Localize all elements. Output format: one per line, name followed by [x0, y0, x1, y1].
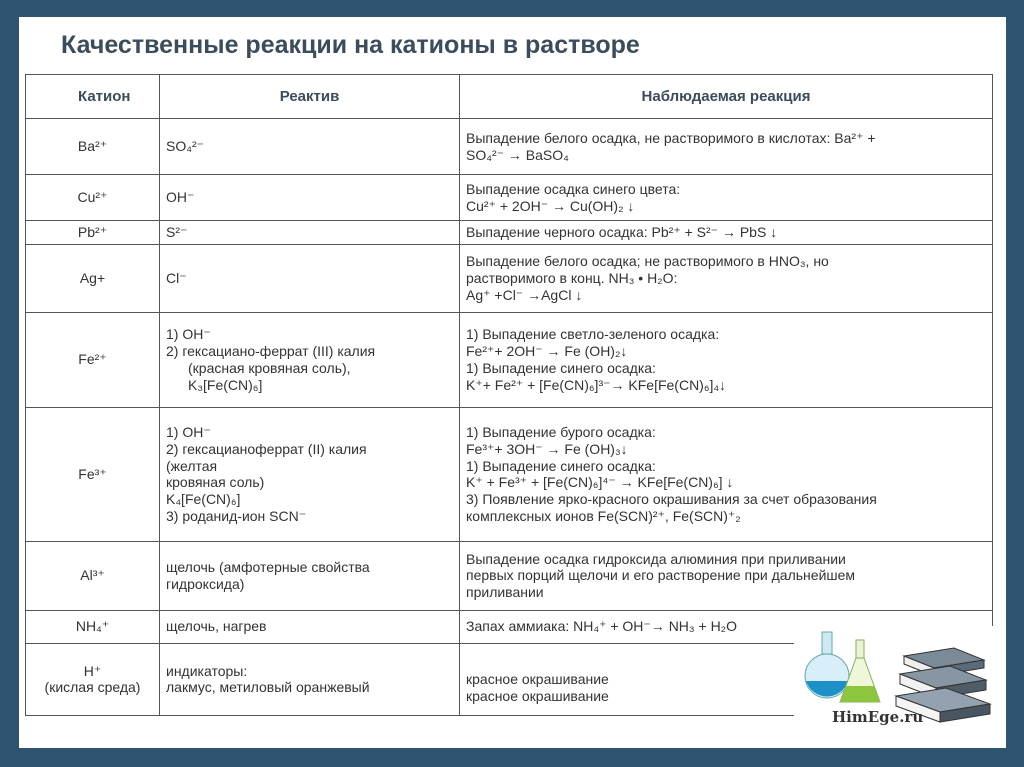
- reagent-line: K₄[Fe(CN)₆]: [166, 491, 241, 508]
- reagent-line: (желтая: [166, 457, 218, 474]
- cation-cell: [26, 541, 160, 610]
- reaction-line: SO₄²⁻ → BaSO₄: [466, 146, 569, 163]
- reaction-line: Fe³⁺+ 3OH⁻ → Fe (OH)₃↓: [466, 440, 628, 457]
- reagent-line: 1) OH⁻: [166, 326, 211, 343]
- cation-cell: [26, 643, 160, 715]
- cation-cell: [26, 221, 160, 245]
- reaction-line: приливании: [466, 584, 544, 601]
- reaction-line: первых порций щелочи и его растворение при дальнейшем: [466, 567, 856, 584]
- reaction-line: 1) Выпадение синего осадка:: [466, 359, 656, 376]
- reagent-line: кровяная соль): [166, 474, 265, 491]
- reaction-cell: [460, 312, 993, 407]
- reagent-line: 2) гексациано-феррат (III) калия: [166, 343, 376, 359]
- reaction-line: Выпадение осадка гидроксида алюминия при приливании: [466, 550, 846, 567]
- reaction-line: 3) Появление ярко-красного окрашивания за счет образования: [466, 491, 877, 508]
- table-row: [26, 244, 993, 312]
- reaction-line: K⁺+ Fe²⁺ + [Fe(CN)₆]³⁻→ KFe[Fe(CN)₆]₄↓: [466, 376, 727, 393]
- reaction-cell: [460, 221, 993, 245]
- header-reaction: Наблюдаемая реакция: [460, 75, 993, 119]
- reagent-cell: [160, 119, 460, 175]
- cation-line: Pb²⁺: [77, 224, 108, 240]
- cation-cell: [26, 244, 160, 312]
- reaction-cell: [460, 175, 993, 221]
- reaction-line: Запах аммиака: NH₄⁺ + OH⁻→ NH₃ + H₂O: [466, 618, 738, 635]
- reagent-line: гидроксида): [166, 575, 245, 592]
- reagent-cell: [160, 610, 460, 643]
- cation-line: NH₄⁺: [75, 618, 110, 635]
- reagent-cell: [160, 244, 460, 312]
- reagent-line: щелочь, нагрев: [166, 618, 267, 635]
- table-row: [26, 541, 993, 610]
- reaction-line: Выпадение белого осадка; не растворимого в HNO₃, но: [466, 253, 829, 270]
- cation-line: Fe²⁺: [78, 351, 107, 368]
- cation-reactions-table: [25, 74, 993, 716]
- cation-line: Ag+: [79, 269, 106, 286]
- reaction-line: красное окрашивание: [466, 670, 609, 687]
- reaction-line: Cu²⁺ + 2OH⁻ → Cu(OH)₂ ↓: [466, 197, 635, 214]
- reaction-line: Выпадение белого осадка, не растворимого в кислотах: Ba²⁺ +: [466, 129, 876, 146]
- table-row: [26, 119, 993, 175]
- reagent-line: OH⁻: [166, 189, 195, 206]
- table-row: [26, 407, 993, 541]
- reaction-line: K⁺ + Fe³⁺ + [Fe(CN)₆]⁴⁻ → KFe[Fe(CN)₆] ↓: [466, 474, 734, 491]
- slide: [19, 17, 1006, 748]
- cation-line: H⁺: [83, 662, 102, 679]
- reagent-line: K₃[Fe(CN)₆]: [188, 376, 263, 393]
- reagent-line: индикаторы:: [166, 662, 248, 679]
- table-row: [26, 221, 993, 245]
- cation-line: Ba²⁺: [77, 138, 108, 155]
- reagent-line: 3) роданид-ион SCN⁻: [166, 507, 307, 524]
- reaction-line: красное окрашивание: [466, 687, 609, 704]
- reaction-cell: [460, 407, 993, 541]
- cation-line: Fe³⁺: [78, 465, 107, 482]
- reaction-line: Выпадение черного осадка: Pb²⁺ + S²⁻ → PbS ↓: [466, 224, 778, 240]
- reagent-line: лакмус, метиловый оранжевый: [166, 679, 370, 696]
- reagent-line: щелочь (амфотерные свойства: [166, 559, 370, 575]
- cation-line: Al³⁺: [80, 567, 105, 584]
- cation-cell: [26, 312, 160, 407]
- reagent-cell: [160, 312, 460, 407]
- cation-cell: [26, 119, 160, 175]
- page-title: Качественные реакции на катионы в растворе: [61, 31, 640, 59]
- header-cation: Катион: [26, 75, 160, 119]
- cation-line: Cu²⁺: [77, 189, 108, 206]
- reaction-line: Выпадение осадка синего цвета:: [466, 180, 681, 197]
- reagent-line: 1) OH⁻: [166, 423, 211, 440]
- reagent-cell: [160, 221, 460, 245]
- reaction-line: растворимого в конц. NH₃ • H₂O:: [466, 269, 678, 286]
- cation-cell: [26, 407, 160, 541]
- reagent-cell: [160, 643, 460, 715]
- cation-line: (кислая среда): [44, 679, 141, 696]
- reaction-line: Ag⁺ +Cl⁻ →AgCl ↓: [466, 286, 583, 303]
- cation-cell: [26, 610, 160, 643]
- reagent-line: SO₄²⁻: [166, 138, 204, 155]
- reaction-line: Fe²⁺+ 2OH⁻ → Fe (OH)₂↓: [466, 343, 628, 359]
- table-row: [26, 175, 993, 221]
- reagent-line: 2) гексацианоферрат (II) калия: [166, 440, 367, 457]
- logo-text: HimEge.ru: [832, 708, 924, 726]
- reaction-line: 1) Выпадение синего осадка:: [466, 457, 656, 474]
- cation-cell: [26, 175, 160, 221]
- table-header-row: [26, 75, 993, 119]
- reaction-cell: [460, 244, 993, 312]
- reagent-line: Cl⁻: [166, 269, 187, 286]
- reagent-line: S²⁻: [166, 224, 188, 240]
- header-reagent: Реактив: [160, 75, 460, 119]
- reagent-cell: [160, 407, 460, 541]
- reaction-line: 1) Выпадение светло-зеленого осадка:: [466, 326, 720, 343]
- reaction-line: комплексных ионов Fe(SCN)²⁺, Fe(SCN)⁺₂: [466, 507, 741, 524]
- reaction-line: 1) Выпадение бурого осадка:: [466, 423, 656, 440]
- reagent-cell: [160, 541, 460, 610]
- himege-logo: [794, 626, 994, 736]
- reagent-cell: [160, 175, 460, 221]
- reaction-cell: [460, 119, 993, 175]
- reaction-cell: [460, 541, 993, 610]
- reagent-line: (красная кровяная соль),: [188, 359, 351, 376]
- table-row: [26, 312, 993, 407]
